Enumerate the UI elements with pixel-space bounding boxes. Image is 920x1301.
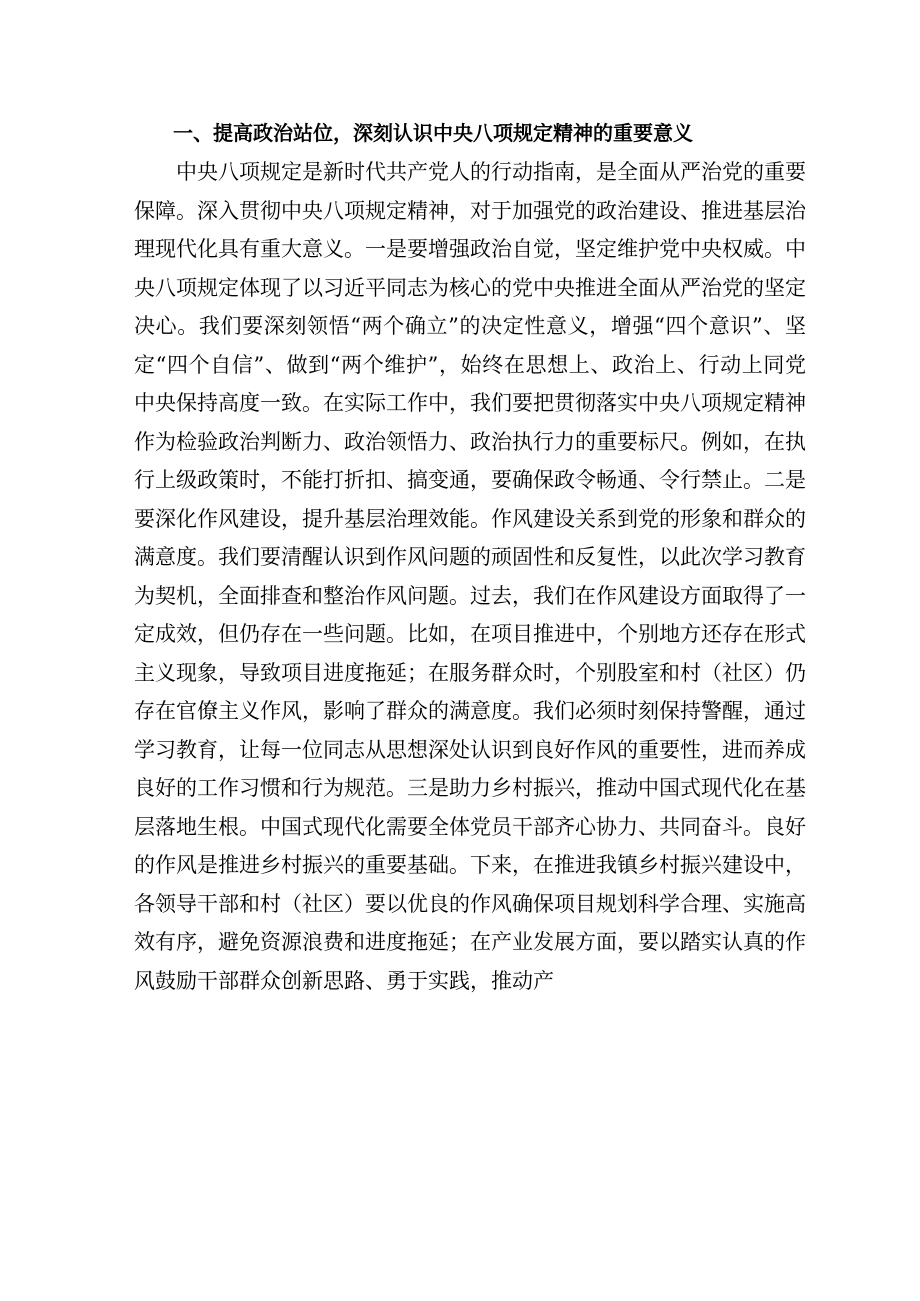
section-heading: 一、提高政治站位，深刻认识中央八项规定精神的重要意义 [173,121,693,145]
body-paragraph: 中央八项规定是新时代共产党人的行动指南，是全面从严治党的重要保障。深入贯彻中央八项规定精神，对于加强党的政治建设、推进基层治理现代化具有重大意义。一是要增强政治自觉，坚定维护党中央权威。中央八项规定体现了以习近平同志为核心的党中央推进全面从严治党的坚定决心。我们要深刻领悟“两个确立”的决定性意义，增强“四个意识”、坚定“四个自信”、做到“两个维护”，始终在思想上、政治上、行动上同党中央保持高度一致。在实际工作中，我们要把贯彻落实中央八项规定精神作为检验政治判断力、政治领悟力、政治执行力的重要标尺。例如，在执行上级政策时，不能打折扣、搞变通，要确保政令畅通、令行禁止。二是要深化作风建设，提升基层治理效能。作风建设关系到党的形象和群众的满意度。我们要清醒认识到作风问题的顽固性和反复性，以此次学习教育为契机，全面排查和整治作风问题。过去，我们在作风建设方面取得了一定成效，但仍存在一些问题。比如，在项目推进中，个别地方还存在形式主义现象，导致项目进度拖延；在服务群众时，个别股室和村（社区）仍存在官僚主义作风，影响了群众的满意度。我们必须时刻保持警醒，通过学习教育，让每一位同志从思想深处认识到良好作风的重要性，进而养成良好的工作习惯和行为规范。三是助力乡村振兴，推动中国式现代化在基层落地生根。中国式现代化需要全体党员干部齐心协力、共同奋斗。良好的作风是推进乡村振兴的重要基础。下来，在推进我镇乡村振兴建设中，各领导干部和村（社区）要以优良的作风确保项目规划科学合理、实施高效有序，避免资源浪费和进度拖延；在产业发展方面，要以踏实认真的作风鼓励干部群众创新思路、勇于实践，推动产 [134,160,806,993]
